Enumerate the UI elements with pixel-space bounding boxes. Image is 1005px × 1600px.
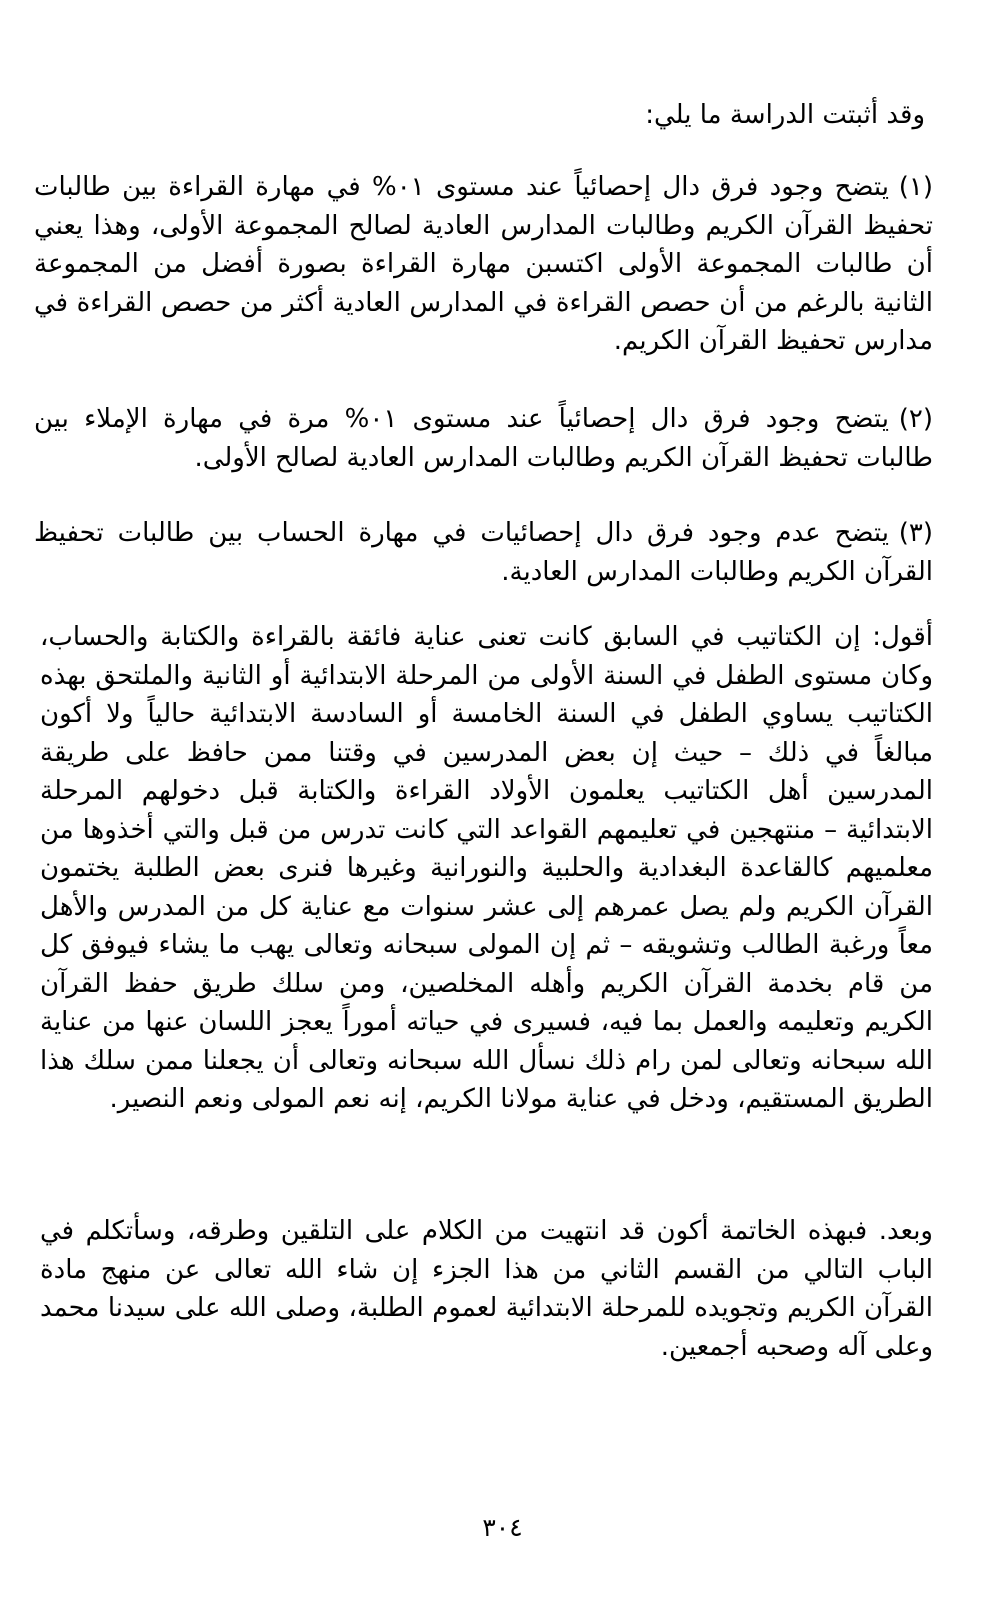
finding-text: يتضح وجود فرق دال إحصائياً عند مستوى ٠١% مرة في مهارة الإملاء بين طالبات تحفيظ القرآن الكريم وطالبات المدارس العادية لصالح الأولى. (34, 404, 933, 473)
body-paragraph-conclusion: وبعد. فبهذه الخاتمة أكون قد انتهيت من الكلام على التلقين وطرقه، وسأتكلم في الباب التالي من القسم الثاني من هذا الجزء إن شاء الله تعالى عن منهج مادة القرآن الكريم وتجويده للمرحلة الابتدائية لعموم الطلبة، وصلى الله على سيدنا محمد وعلى آله وصحبه أجمعين. (40, 1216, 933, 1362)
finding-item-1 (34, 168, 933, 361)
finding-number: (٣) (898, 518, 933, 548)
finding-text: يتضح وجود فرق دال إحصائياً عند مستوى ٠١% في مهارة القراءة بين طالبات تحفيظ القرآن الكريم وطالبات المدارس العادية لصالح المجموعة الأولى، وهذا يعني أن طالبات المجموعة الأولى اكتسبن مهارة القراءة بصورة أفضل من المجموعة الثانية بالرغم من أن حصص القراءة في المدارس العادية أكثر من حصص القراءة في مدارس تحفيظ القرآن الكريم. (34, 172, 933, 356)
finding-number: (٢) (898, 404, 933, 434)
finding-item-2 (34, 400, 933, 477)
finding-text: يتضح عدم وجود فرق دال إحصائيات في مهارة الحساب بين طالبات تحفيظ القرآن الكريم وطالبات المدارس العادية. (34, 518, 933, 587)
finding-item-3 (34, 514, 933, 591)
intro-line: وقد أثبتت الدراسة ما يلي: (645, 100, 925, 130)
finding-number: (١) (898, 172, 933, 202)
page-number: ٣٠٤ (482, 1513, 523, 1542)
body-paragraph-commentary: أقول: إن الكتاتيب في السابق كانت تعنى عناية فائقة بالقراءة والكتابة والحساب، وكان مستوى الطفل في السنة الأولى من المرحلة الابتدائية أو الثانية والملتحق بهذه الكتاتيب يساوي الطفل في السنة الخامسة أو السادسة الابتدائية حالياً ولا أكون مبالغاً في ذلك – حيث إن بعض المدرسين في وقتنا ممن حافظ على طريقة المدرسين أهل الكتاتيب يعلمون الأولاد القراءة والكتابة قبل دخولهم المرحلة الابتدائية – منتهجين في تعليمهم القواعد التي كانت تدرس من قبل والتي أخذوها من معلميهم كالقاعدة البغدادية والحلبية والنورانية وغيرها فنرى بعض الطلبة يختمون القرآن الكريم ولم يصل عمرهم إلى عشر سنوات مع عناية كل من المدرس والأهل معاً ورغبة الطالب وتشويقه – ثم إن المولى سبحانه وتعالى يهب ما يشاء فيوفق كل من قام بخدمة القرآن الكريم وأهله المخلصين، ومن سلك طريق حفظ القرآن الكريم وتعليمه والعمل بما فيه، فسيرى في حياته أموراً يعجز اللسان عنها من عناية الله سبحانه وتعالى لمن رام ذلك نسأل الله سبحانه وتعالى أن يجعلنا ممن سلك هذا الطريق المستقيم، ودخل في عناية مولانا الكريم، إنه نعم المولى ونعم النصير. (40, 622, 933, 1114)
